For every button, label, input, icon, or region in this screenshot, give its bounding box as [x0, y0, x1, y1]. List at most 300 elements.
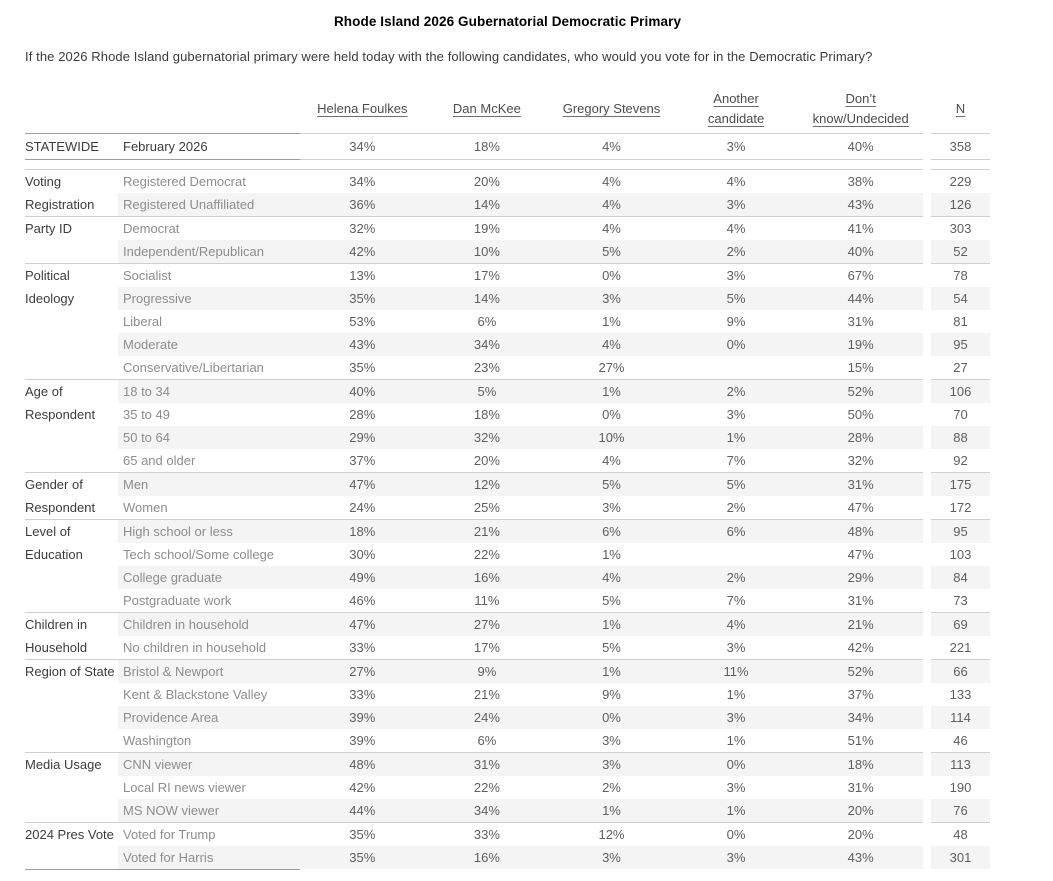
cell-value: 3% [726, 407, 746, 422]
cell-value: 5% [602, 640, 621, 655]
column-header: Helena Foulkes [317, 100, 408, 116]
column-gap [923, 134, 931, 159]
n-value: 95 [931, 520, 990, 543]
cell-value: 18% [473, 139, 500, 154]
cell-value: 0% [602, 268, 621, 283]
n-value: 81 [953, 314, 968, 329]
table-row [25, 356, 1015, 379]
cell-value: 24% [473, 710, 500, 725]
cell-value: 13% [349, 268, 376, 283]
column-gap [923, 403, 931, 426]
cell-value: 3% [726, 850, 746, 865]
column-gap [923, 473, 931, 496]
column-header: Don’t know/Undecided [812, 90, 909, 126]
column-gap [923, 589, 931, 612]
cell-value: 2% [602, 780, 621, 795]
row-cells [118, 729, 923, 752]
cell-value: 9% [726, 314, 746, 329]
row-cells [118, 799, 923, 822]
n-value: 221 [949, 640, 972, 655]
cell-value: 47% [349, 617, 376, 632]
cell-value: 20% [847, 803, 874, 818]
cell-value: 4% [602, 453, 621, 468]
n-value: 133 [949, 687, 972, 702]
category-label [25, 846, 118, 869]
cell-value: 4% [726, 221, 746, 236]
cell-value: 0% [726, 827, 746, 842]
cell-value: 37% [847, 687, 874, 702]
row-cells [118, 449, 923, 472]
cell-value: 21% [847, 617, 874, 632]
cell-value: 4% [726, 174, 746, 189]
cell-value: 3% [726, 139, 746, 154]
cell-value: 3% [602, 757, 621, 772]
column-header: Another candidate [707, 90, 765, 126]
column-gap [923, 566, 931, 589]
cell-value: 44% [349, 803, 376, 818]
cell-value: 28% [349, 407, 376, 422]
row-label: Providence Area [123, 710, 219, 725]
cell-value: 39% [349, 733, 376, 748]
category-label: Party ID [25, 221, 72, 236]
column-header: N [955, 100, 966, 116]
cell-value: 23% [473, 360, 500, 375]
table-row [25, 240, 1015, 263]
category-label [25, 426, 118, 449]
n-value: 27 [953, 360, 968, 375]
row-cells [118, 170, 923, 193]
cell-value: 4% [602, 337, 621, 352]
table-row [25, 799, 1015, 822]
column-gap [923, 217, 931, 240]
category-label [25, 403, 118, 426]
table-row [25, 193, 1015, 216]
row-label: 65 and older [123, 453, 196, 468]
cell-value: 3% [726, 640, 746, 655]
column-gap [923, 426, 931, 449]
row-cells [118, 683, 923, 706]
row-cells [118, 660, 923, 683]
cell-value: 3% [726, 710, 746, 725]
table-row [25, 636, 1015, 659]
cell-value: 1% [602, 617, 621, 632]
cell-value: 4% [602, 221, 621, 236]
cell-value: 21% [473, 687, 500, 702]
n-value: 301 [931, 846, 990, 869]
column-gap [923, 799, 931, 822]
category-label [25, 589, 118, 612]
cell-value: 52% [847, 384, 874, 399]
cell-value: 51% [847, 733, 874, 748]
n-value: 126 [931, 193, 990, 216]
n-value: 103 [949, 547, 972, 562]
n-value: 175 [931, 473, 990, 496]
cell-value: 6% [477, 733, 497, 748]
cell-value: 49% [349, 570, 376, 585]
cell-value: 12% [598, 827, 625, 842]
category-label [25, 776, 118, 799]
cell-value: 0% [602, 407, 621, 422]
row-label: Local RI news viewer [123, 780, 246, 795]
category-label: Political Ideology [25, 268, 75, 306]
category-label [25, 706, 118, 729]
column-gap [923, 170, 931, 193]
row-cells [118, 240, 923, 263]
row-cells [118, 753, 923, 776]
table-row [25, 823, 1015, 846]
category-label [25, 287, 118, 310]
cell-value: 33% [473, 827, 500, 842]
cell-value: 9% [477, 664, 497, 679]
row-cells [118, 217, 923, 240]
cell-value: 3% [726, 268, 746, 283]
row-cells [118, 310, 923, 333]
report-subtitle: If the 2026 Rhode Island gubernatorial primary were held today with the following candidates, who would you vote for in the Democratic Primary? [25, 49, 873, 64]
cell-value: 20% [847, 827, 874, 842]
cell-value: 0% [726, 757, 746, 772]
cell-value: 40% [349, 384, 376, 399]
cell-value: 35% [349, 827, 376, 842]
cell-value: 1% [726, 687, 746, 702]
row-label: Bristol & Newport [123, 664, 224, 679]
row-label: Conservative/Libertarian [123, 360, 264, 375]
cell-value: 14% [473, 291, 500, 306]
cell-value: 34% [349, 139, 376, 154]
column-gap [923, 287, 931, 310]
n-value: 113 [931, 753, 990, 776]
column-gap [923, 496, 931, 519]
category-label: Gender of Respondent [25, 477, 96, 515]
n-value: 76 [931, 799, 990, 822]
cell-value: 1% [602, 803, 621, 818]
cell-value: 29% [847, 570, 874, 585]
cell-value: 3% [602, 291, 621, 306]
cell-value: 14% [473, 197, 500, 212]
row-cells [118, 426, 923, 449]
cell-value: 10% [598, 430, 625, 445]
cell-value: 19% [847, 337, 874, 352]
category-label: 2024 Pres Vote [25, 827, 114, 842]
cell-value: 5% [602, 244, 621, 259]
cell-value: 31% [847, 593, 874, 608]
cell-value: 4% [602, 570, 621, 585]
cell-value: 17% [473, 640, 500, 655]
cell-value: 31% [473, 757, 500, 772]
cell-value: 11% [723, 664, 749, 679]
column-gap [923, 706, 931, 729]
table-row [25, 846, 1015, 869]
cell-value: 28% [847, 430, 874, 445]
cell-value: 46% [349, 593, 376, 608]
cell-value: 20% [473, 174, 500, 189]
category-label: Age of Respondent [25, 384, 96, 422]
row-label: Tech school/Some college [123, 547, 275, 562]
cell-value: 32% [847, 453, 874, 468]
row-cells [118, 706, 923, 729]
cell-value: 40% [847, 139, 874, 154]
cell-value: 29% [349, 430, 376, 445]
cell-value: 50% [847, 407, 874, 422]
cell-value: 1% [726, 430, 746, 445]
n-value: 52 [931, 240, 990, 263]
category-label [25, 636, 118, 659]
cell-value: 37% [349, 453, 376, 468]
category-label [25, 543, 118, 566]
cell-value: 5% [726, 291, 746, 306]
category-label [25, 729, 118, 752]
n-value: 78 [953, 268, 968, 283]
divider [25, 159, 1015, 160]
n-value: 229 [949, 174, 972, 189]
divider [25, 869, 1015, 870]
cell-value: 1% [602, 547, 621, 562]
row-cells [118, 193, 923, 216]
column-gap [923, 520, 931, 543]
column-headers [25, 85, 1015, 133]
column-gap [923, 356, 931, 379]
cell-value: 21% [473, 524, 500, 539]
group-gap [25, 160, 1015, 169]
row-cells [118, 776, 923, 799]
n-value: 358 [949, 139, 972, 154]
cell-value: 5% [477, 384, 497, 399]
column-gap [923, 776, 931, 799]
column-gap [923, 753, 931, 776]
row-label: Children in household [123, 617, 249, 632]
cell-value: 19% [473, 221, 500, 236]
cell-value: 17% [473, 268, 500, 283]
row-cells [118, 823, 923, 846]
category-label [25, 799, 118, 822]
row-label: Democrat [123, 221, 180, 236]
table-row [25, 753, 1015, 776]
cell-value: 44% [847, 291, 874, 306]
column-header: Gregory Stevens [562, 100, 661, 116]
category-label: Level of Education [25, 524, 83, 562]
cell-value: 35% [349, 291, 376, 306]
cell-value: 52% [847, 664, 874, 679]
cell-value: 2% [726, 244, 746, 259]
row-label: Men [123, 477, 149, 492]
cell-value: 36% [349, 197, 376, 212]
category-label: Region of State [25, 664, 115, 679]
category-label: Children in Household [25, 617, 88, 655]
column-gap [923, 543, 931, 566]
n-value: 106 [931, 380, 990, 403]
cell-value: 1% [602, 314, 621, 329]
table-row [25, 543, 1015, 566]
n-value: 88 [931, 426, 990, 449]
row-label: 35 to 49 [123, 407, 170, 422]
row-label: 50 to 64 [123, 430, 170, 445]
category-label: Voting Registration [25, 174, 95, 212]
cell-value: 47% [847, 500, 874, 515]
table-row [25, 660, 1015, 683]
cell-value: 35% [349, 850, 376, 865]
column-gap [923, 264, 931, 287]
row-label: High school or less [123, 524, 233, 539]
row-label: MS NOW viewer [123, 803, 220, 818]
cell-value: 4% [602, 174, 621, 189]
cell-value: 7% [726, 593, 746, 608]
n-value: 54 [931, 287, 990, 310]
table-row [25, 217, 1015, 240]
row-cells [118, 846, 923, 869]
table-row [25, 310, 1015, 333]
column-gap [923, 660, 931, 683]
category-label [25, 566, 118, 589]
cell-value: 1% [726, 803, 746, 818]
cell-value: 32% [349, 221, 376, 236]
cell-value: 0% [602, 710, 621, 725]
cell-value: 9% [602, 687, 621, 702]
category-label: Media Usage [25, 757, 102, 772]
cell-value: 4% [602, 197, 621, 212]
cell-value: 5% [602, 477, 621, 492]
table-row [25, 496, 1015, 519]
cell-value: 42% [349, 244, 376, 259]
cell-value [674, 356, 799, 379]
cell-value: 53% [349, 314, 376, 329]
cell-value: 32% [473, 430, 500, 445]
cell-value: 31% [847, 314, 874, 329]
row-cells [118, 403, 923, 426]
cell-value: 3% [602, 733, 621, 748]
category-label [25, 496, 118, 519]
cell-value: 3% [726, 780, 746, 795]
cell-value: 6% [726, 524, 746, 539]
cell-value: 34% [847, 710, 874, 725]
cell-value: 1% [602, 664, 621, 679]
table-row [25, 403, 1015, 426]
cell-value: 67% [847, 268, 874, 283]
row-label: Postgraduate work [123, 593, 232, 608]
category-label [25, 310, 118, 333]
row-cells [118, 520, 923, 543]
row-label: College graduate [123, 570, 223, 585]
cell-value: 22% [473, 780, 500, 795]
row-label: Washington [123, 733, 192, 748]
table-row [25, 449, 1015, 472]
cell-value: 12% [473, 477, 500, 492]
n-value: 190 [949, 780, 972, 795]
report-title: Rhode Island 2026 Gubernatorial Democratic Primary [333, 14, 682, 29]
cell-value: 43% [349, 337, 376, 352]
row-label: Women [123, 500, 168, 515]
n-value: 172 [949, 500, 972, 515]
row-label: CNN viewer [123, 757, 193, 772]
cell-value: 24% [349, 500, 376, 515]
cell-value: 20% [473, 453, 500, 468]
column-gap [923, 636, 931, 659]
category-label [25, 356, 118, 379]
cell-value: 35% [349, 360, 376, 375]
category-label [25, 449, 118, 472]
n-value: 303 [949, 221, 972, 236]
cell-value: 43% [847, 850, 874, 865]
row-cells [118, 566, 923, 589]
cell-value: 18% [847, 757, 874, 772]
table-row [25, 776, 1015, 799]
cell-value: 42% [349, 780, 376, 795]
cell-value: 22% [473, 547, 500, 562]
row-cells [118, 264, 923, 287]
column-gap [923, 380, 931, 403]
cell-value: 25% [473, 500, 500, 515]
row-cells [118, 287, 923, 310]
cell-value: 34% [349, 174, 376, 189]
cell-value: 34% [473, 337, 500, 352]
cell-value: 7% [726, 453, 746, 468]
cell-value: 3% [602, 850, 621, 865]
cell-value: 5% [726, 477, 746, 492]
table-row [25, 706, 1015, 729]
column-gap [923, 683, 931, 706]
row-cells [118, 473, 923, 496]
row-cells [118, 356, 923, 379]
n-value: 84 [931, 566, 990, 589]
row-cells [118, 333, 923, 356]
cell-value: 31% [847, 477, 874, 492]
column-gap [923, 333, 931, 356]
cell-value: 3% [726, 197, 746, 212]
category-label: STATEWIDE [25, 139, 99, 154]
table-row [25, 333, 1015, 356]
cell-value: 1% [602, 384, 621, 399]
n-value: 66 [931, 660, 990, 683]
table-row [25, 134, 1015, 159]
cell-value: 27% [349, 664, 376, 679]
column-gap [923, 846, 931, 869]
category-label [25, 683, 118, 706]
row-label: Registered Democrat [123, 174, 246, 189]
cell-value: 2% [726, 384, 746, 399]
row-cells [118, 380, 923, 403]
row-cells [118, 636, 923, 659]
n-value: 95 [931, 333, 990, 356]
column-gap [923, 310, 931, 333]
cell-value: 47% [349, 477, 376, 492]
n-value: 69 [931, 613, 990, 636]
column-gap [923, 449, 931, 472]
cell-value: 33% [349, 640, 376, 655]
column-header: Dan McKee [452, 100, 521, 116]
table-row [25, 566, 1015, 589]
n-value: 46 [953, 733, 968, 748]
column-gap [923, 613, 931, 636]
cell-value: 43% [847, 197, 874, 212]
category-label [25, 333, 118, 356]
row-cells [118, 613, 923, 636]
table-row [25, 426, 1015, 449]
n-value: 48 [953, 827, 968, 842]
cell-value: 38% [847, 174, 874, 189]
cell-value: 4% [602, 139, 621, 154]
cell-value: 48% [847, 524, 874, 539]
column-gap [923, 193, 931, 216]
n-value: 73 [953, 593, 968, 608]
n-value: 92 [953, 453, 968, 468]
row-label: Socialist [123, 268, 172, 283]
cell-value: 27% [598, 360, 625, 375]
cell-value: 11% [474, 593, 500, 608]
cell-value: 27% [473, 617, 500, 632]
column-gap [923, 823, 931, 846]
cell-value: 42% [847, 640, 874, 655]
row-cells [118, 496, 923, 519]
cell-value: 2% [726, 570, 746, 585]
row-label: Moderate [123, 337, 178, 352]
